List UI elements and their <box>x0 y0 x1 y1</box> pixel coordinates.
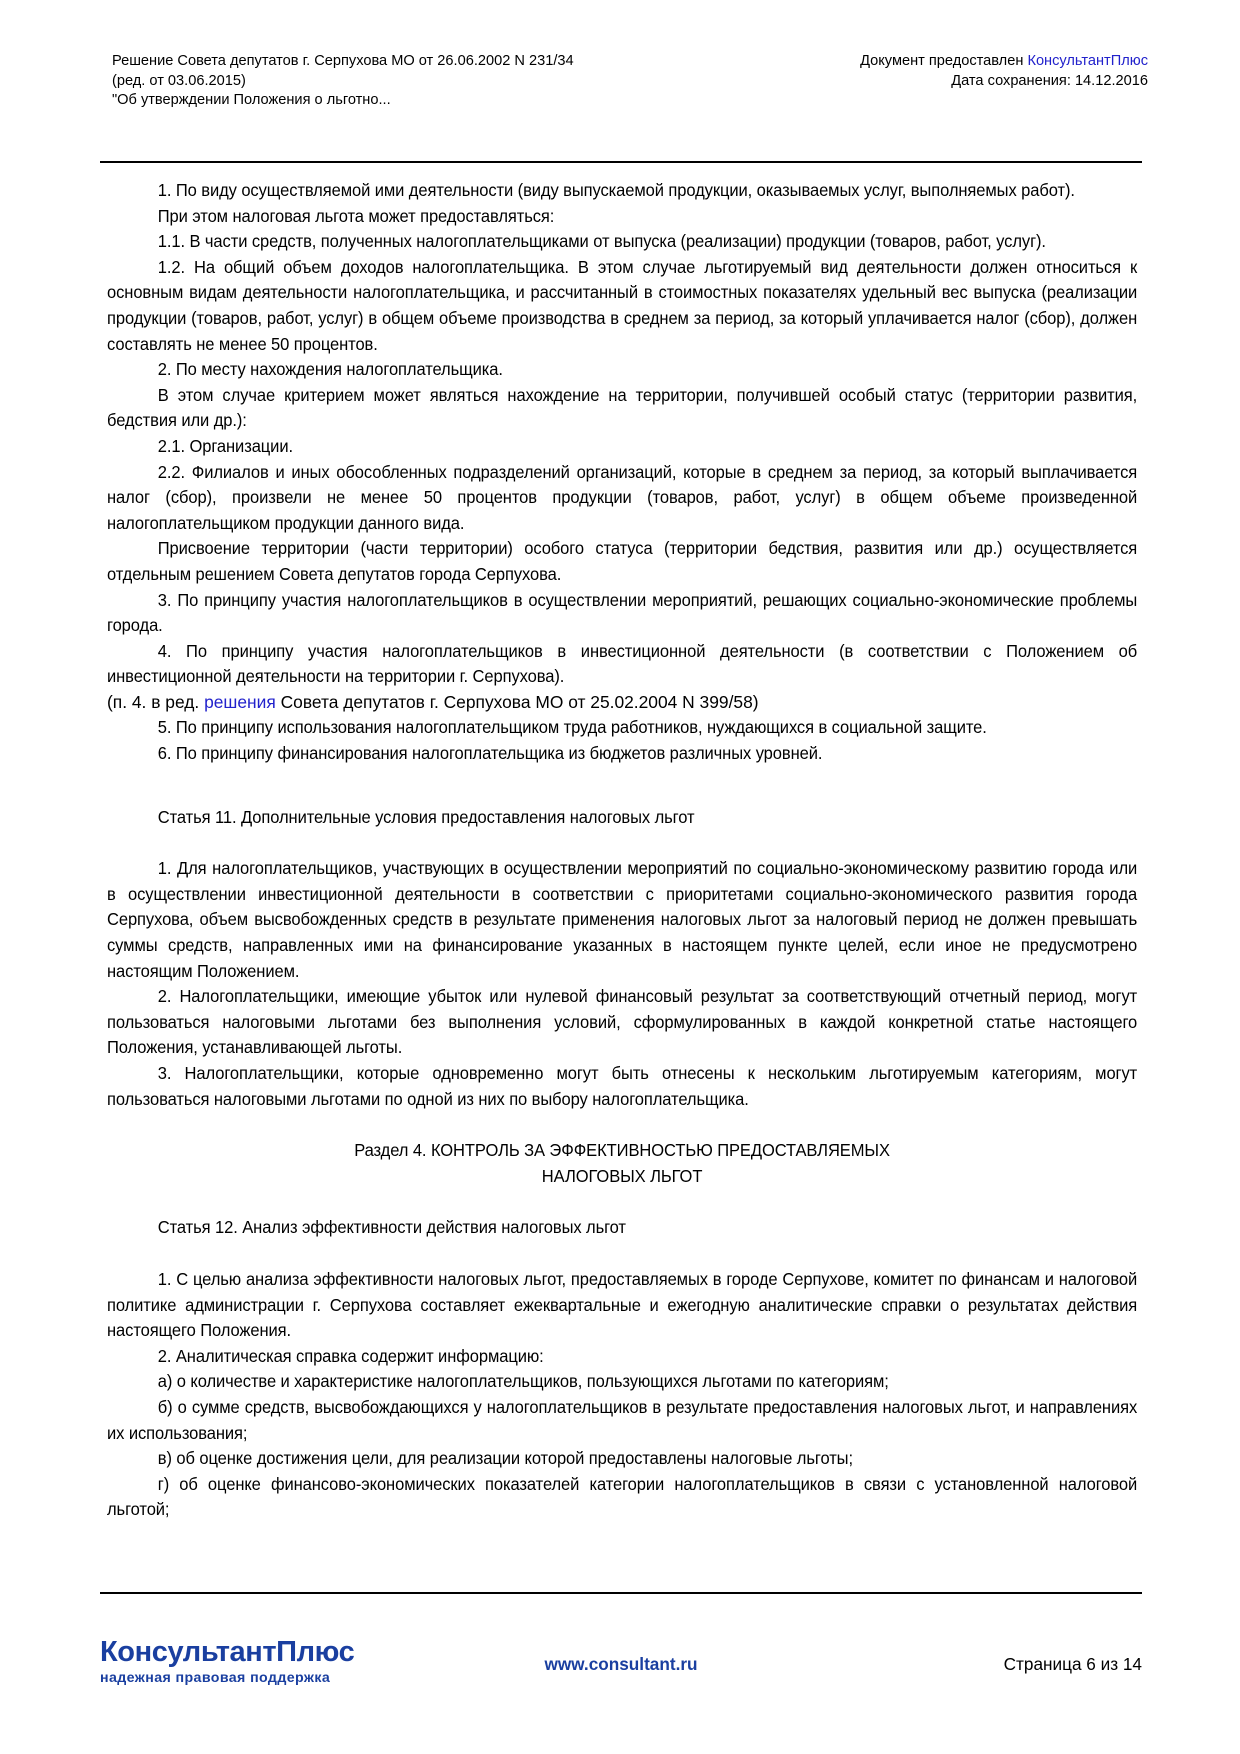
article-12-item-g: г) об оценке финансово-экономических показателей категории налогоплательщиков в связи с установленной налоговой льготой; <box>107 1473 1138 1520</box>
paragraph-5: 5. По принципу использования налогоплательщиком труда работников, нуждающихся в социальной защите. <box>157 717 987 738</box>
logo-wordmark: КонсультантПлюс <box>100 1636 355 1668</box>
spacer-after-article-11 <box>107 830 1137 856</box>
paragraph-4: 4. По принципу участия налогоплательщиков в инвестиционной деятельности (в соответствии с Положением об инвестиционной деятельности на территории г. Серпухова). <box>107 640 1138 687</box>
article-12-item-b: б) о сумме средств, высвобождающихся у налогоплательщиков в результате предоставления налоговых льгот, и направлениях их использования; <box>107 1396 1138 1443</box>
spacer-before-section-4 <box>107 1112 1137 1138</box>
document-body <box>107 178 1137 1523</box>
header-title-line-2: (ред. от 03.06.2015) <box>112 72 246 89</box>
footer-website-link[interactable]: www.consultant.ru <box>544 1654 698 1674</box>
footer-divider <box>100 1592 1142 1594</box>
article-11-paragraph-3: 3. Налогоплательщики, которые одновременно могут быть отнесены к нескольким льготируемым категориям, могут пользоваться налоговыми льготами по одной из них по выбору налогоплательщика. <box>107 1063 1138 1109</box>
header-provider-info <box>860 52 1148 91</box>
paragraph-2: При этом налоговая льгота может предоставляться: <box>157 205 555 226</box>
article-12-heading: Статья 12. Анализ эффективности действия налоговых льгот <box>157 1217 626 1238</box>
amendment-source-line <box>107 690 1137 716</box>
consultant-plus-logo <box>100 1636 354 1687</box>
header-provided-by-label: Документ предоставлен <box>860 53 1028 69</box>
header-document-title <box>112 52 574 111</box>
document-footer <box>100 1632 1142 1722</box>
article-11-paragraph-2: 2. Налогоплательщики, имеющие убыток или нулевой финансовый результат за соответствующий отчетный период, могут пользоваться налоговыми льготами без выполнения условий, сформулированных в каждой конкретной статье настоящего Положения, устанавливающей льготы. <box>107 986 1138 1058</box>
paragraph-1-2: 1.2. На общий объем доходов налогоплательщика. В этом случае льготируемый вид деятельности должен относиться к основным видам деятельности налогоплательщика, и рассчитанный в стоимостных показателях удельный вес выпуска (реализации продукции (товаров, работ, услуг) в общем объеме производства в среднем за период, за который уплачивается налог (сбор), должен составлять не менее 50 процентов. <box>107 256 1138 354</box>
paragraph-2-main: 2. По месту нахождения налогоплательщика. <box>157 359 503 380</box>
document-header <box>112 52 1148 111</box>
header-provided-by <box>860 52 1148 72</box>
paragraph-2-criteria: В этом случае критерием может являться нахождение на территории, получившей особый статус (территории развития, бедствия или др.): <box>107 384 1138 431</box>
article-12-paragraph-2: 2. Аналитическая справка содержит информацию: <box>157 1345 544 1366</box>
logo-tagline: надежная правовая поддержка <box>100 1670 331 1686</box>
article-11-heading: Статья 11. Дополнительные условия предоставления налоговых льгот <box>157 806 695 827</box>
amendment-prefix: (п. 4. в ред. <box>107 691 205 712</box>
paragraph-1: 1. По виду осуществляемой ими деятельности (виду выпускаемой продукции, оказываемых услуг, выполняемых работ). <box>157 180 1075 200</box>
paragraph-2-2: 2.2. Филиалов и иных обособленных подразделений организаций, которые в среднем за период, за который выплачивается налог (сбор), произвели не менее 50 процентов продукции (товаров, работ, услуг) в общем объеме произведенной налогоплательщиком продукции данного вида. <box>107 461 1138 533</box>
paragraph-2-1: 2.1. Организации. <box>157 435 293 456</box>
section-4-heading-line-1: Раздел 4. КОНТРОЛЬ ЗА ЭФФЕКТИВНОСТЬЮ ПРЕДОСТАВЛЯЕМЫХ <box>354 1140 890 1161</box>
article-12-paragraph-1: 1. С целью анализа эффективности налоговых льгот, предоставляемых в городе Серпухове, комитет по финансам и налоговой политике администрации г. Серпухова составляет ежеквартальные и ежегодную аналитические справки о результатах действия настоящего Положения. <box>107 1268 1138 1341</box>
spacer-after-article-12 <box>107 1241 1137 1267</box>
paragraph-3: 3. По принципу участия налогоплательщиков в осуществлении мероприятий, решающих социально-экономические проблемы города. <box>107 589 1138 636</box>
consultant-plus-link[interactable]: КонсультантПлюс <box>1027 53 1148 69</box>
header-save-date: Дата сохранения: 14.12.2016 <box>951 72 1148 89</box>
paragraph-6: 6. По принципу финансирования налогоплательщика из бюджетов различных уровней. <box>157 743 823 764</box>
section-4-heading-line-2: НАЛОГОВЫХ ЛЬГОТ <box>541 1165 703 1186</box>
article-12-item-a: а) о количестве и характеристике налогоплательщиков, пользующихся льготами по категориям; <box>157 1371 889 1392</box>
spacer-after-section-4 <box>107 1189 1137 1215</box>
header-divider <box>100 161 1142 163</box>
header-title-line-3: "Об утверждении Положения о льготно... <box>112 92 391 108</box>
article-11-paragraph-1: 1. Для налогоплательщиков, участвующих в осуществлении мероприятий по социально-экономическому развитию города или в осуществлении инвестиционной деятельности в соответствии с приоритетами социально-экономического развития города Серпухова, объем высвобожденных средств в результате применения налоговых льгот за налоговый период не должен превышать суммы средств, направленных ими на финансирование указанных в настоящем пункте целей, если иное не предусмотрено настоящим Положением. <box>107 858 1138 981</box>
article-12-item-v: в) об оценке достижения цели, для реализации которой предоставлены налоговые льготы; <box>157 1448 853 1469</box>
spacer-before-article-11 <box>107 767 1137 805</box>
footer-page-number: Страница 6 из 14 <box>1003 1654 1142 1674</box>
amendment-suffix: Совета депутатов г. Серпухова МО от 25.02.2004 N 399/58) <box>275 691 759 712</box>
paragraph-territory-status: Присвоение территории (части территории) особого статуса (территории бедствия, развития или др.) осуществляется отдельным решением Совета депутатов города Серпухова. <box>107 538 1138 584</box>
resolution-link[interactable]: решения <box>204 691 276 712</box>
paragraph-1-1: 1.1. В части средств, полученных налогоплательщиками от выпуска (реализации) продукции (товаров, работ, услуг). <box>157 231 1046 252</box>
header-title-line-1: Решение Совета депутатов г. Серпухова МО от 26.06.2002 N 231/34 <box>112 53 574 69</box>
